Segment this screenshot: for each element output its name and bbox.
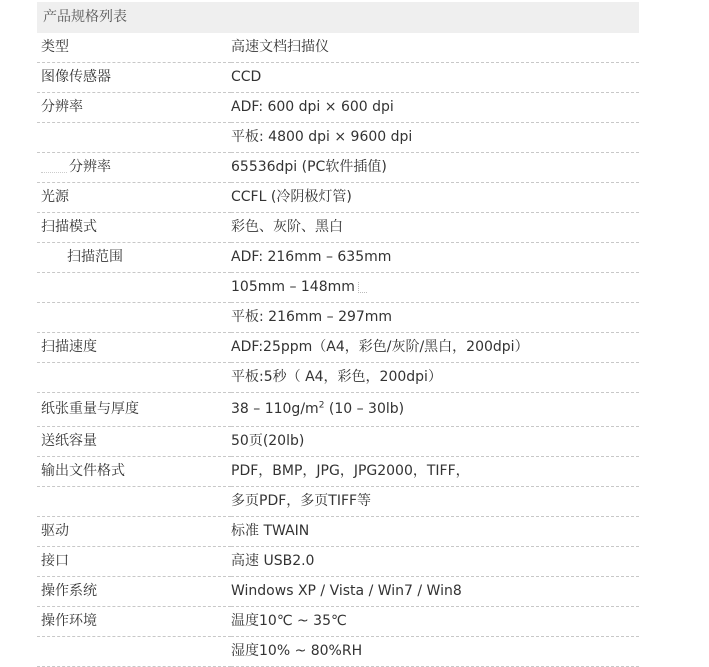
spec-value: ADF: 600 dpi × 600 dpi (231, 93, 639, 123)
spec-table (37, 33, 639, 667)
spec-value-suffix: (10 – 30lb) (324, 401, 405, 417)
spec-value: 105mm – 148mm (231, 279, 355, 295)
table-row (37, 303, 639, 333)
spec-value: ADF: 216mm – 635mm (231, 243, 639, 273)
spec-value: CCD (231, 63, 639, 93)
spec-label-cell (37, 153, 231, 183)
spec-value: Windows XP / Vista / Win7 / Win8 (231, 577, 639, 607)
spec-label: 驱动 (37, 517, 231, 547)
spec-value-cell (231, 393, 639, 427)
spec-label (37, 637, 231, 667)
table-row (37, 487, 639, 517)
spec-value: 高速 USB2.0 (231, 547, 639, 577)
table-row (37, 213, 639, 243)
spec-value: 平板:5秒（ A4，彩色，200dpi） (231, 363, 639, 393)
spec-label: 类型 (37, 33, 231, 63)
spec-label: 送纸容量 (37, 427, 231, 457)
table-row (37, 547, 639, 577)
table-row (37, 517, 639, 547)
table-row (37, 577, 639, 607)
spec-label: 扫描速度 (37, 333, 231, 363)
spec-label: 输出文件格式 (37, 457, 231, 487)
table-row (37, 153, 639, 183)
spec-label: 接口 (37, 547, 231, 577)
table-row (37, 93, 639, 123)
spec-label: 扫描范围 (37, 243, 231, 273)
spec-value: 多页PDF，多页TIFF等 (231, 487, 639, 517)
table-row (37, 333, 639, 363)
spec-value: 标准 TWAIN (231, 517, 639, 547)
spec-table-title: 产品规格列表 (37, 2, 639, 33)
spec-value: 65536dpi (PC软件插值) (231, 153, 639, 183)
table-row (37, 183, 639, 213)
spec-label: 扫描模式 (37, 213, 231, 243)
table-row (37, 123, 639, 153)
spec-value: ADF:25ppm（A4，彩色/灰阶/黑白，200dpi） (231, 333, 639, 363)
spec-value: CCFL (冷阴极灯管) (231, 183, 639, 213)
table-row (37, 33, 639, 63)
table-row (37, 427, 639, 457)
spec-value-cell (231, 273, 639, 303)
faint-placeholder (358, 282, 367, 293)
table-row (37, 363, 639, 393)
faint-placeholder (41, 162, 67, 173)
spec-value: 高速文档扫描仪 (231, 33, 639, 63)
spec-label: 操作系统 (37, 577, 231, 607)
spec-label: 分辨率 (37, 93, 231, 123)
table-row (37, 637, 639, 667)
table-row (37, 273, 639, 303)
table-row (37, 607, 639, 637)
spec-label: 操作环境 (37, 607, 231, 637)
spec-value: 38 – 110g/m (231, 401, 319, 417)
spec-value: 平板: 216mm – 297mm (231, 303, 639, 333)
spec-label (37, 303, 231, 333)
spec-label (37, 363, 231, 393)
spec-panel (37, 2, 639, 667)
spec-label: 纸张重量与厚度 (37, 393, 231, 427)
spec-value: 温度10℃ ~ 35℃ (231, 607, 639, 637)
spec-label: 光源 (37, 183, 231, 213)
spec-label (37, 487, 231, 517)
spec-value: 彩色、灰阶、黑白 (231, 213, 639, 243)
table-row (37, 243, 639, 273)
spec-label (37, 273, 231, 303)
spec-value: 50页(20lb) (231, 427, 639, 457)
table-row (37, 63, 639, 93)
table-row (37, 393, 639, 427)
superscript: 2 (318, 400, 325, 411)
spec-value: 湿度10% ~ 80%RH (231, 637, 639, 667)
spec-label: 图像传感器 (37, 63, 231, 93)
spec-label (37, 123, 231, 153)
spec-label: 分辨率 (69, 159, 111, 175)
spec-value: 平板: 4800 dpi × 9600 dpi (231, 123, 639, 153)
table-row (37, 457, 639, 487)
spec-value: PDF，BMP，JPG，JPG2000，TIFF， (231, 457, 639, 487)
